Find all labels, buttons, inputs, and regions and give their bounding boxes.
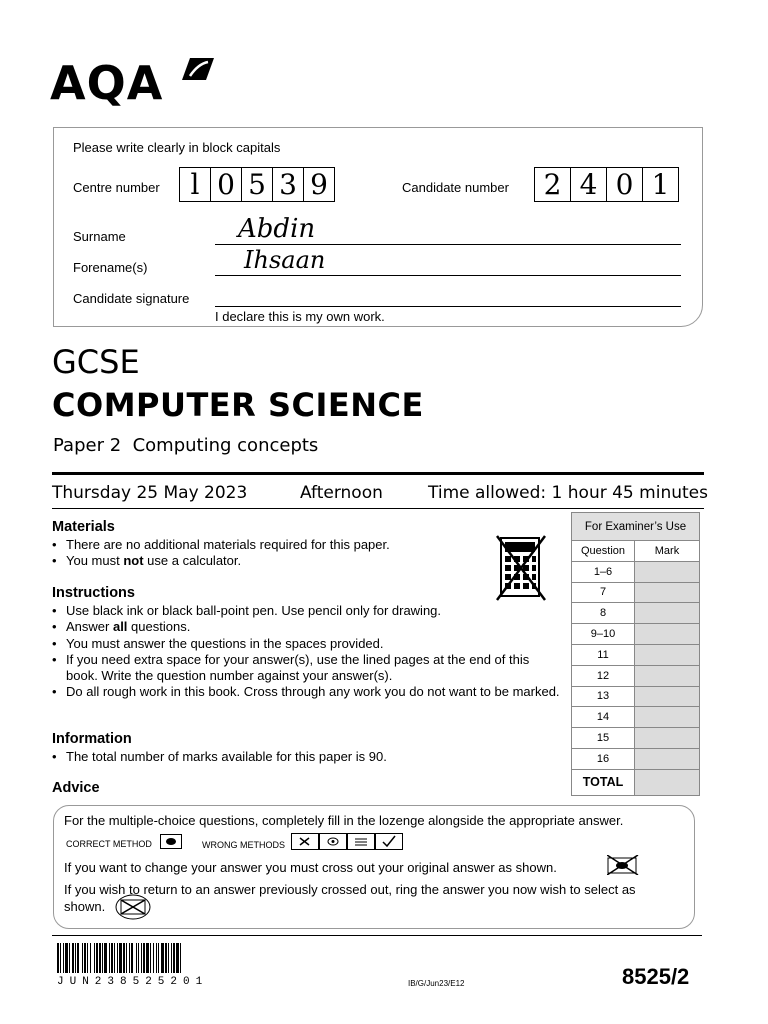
footer-rule — [52, 935, 702, 936]
total-mark-cell[interactable] — [635, 769, 700, 795]
paper-reference: IB/G/Jun23/E12 — [408, 979, 465, 988]
question-number: 11 — [572, 644, 635, 665]
forename-line[interactable] — [215, 275, 681, 276]
materials-list — [52, 537, 562, 570]
list-item: • If you need extra space for your answer(s), use the lined pages at the end of this book. Write the question number against your answer(s). — [52, 652, 562, 685]
centre-digit: 0 — [211, 167, 242, 202]
information-heading: Information — [52, 731, 132, 747]
question-number: 8 — [572, 603, 635, 624]
advice-line-3-end: shown. — [64, 899, 106, 914]
mark-cell[interactable] — [635, 728, 700, 749]
list-item: • You must answer the questions in the spaces provided. — [52, 636, 562, 652]
wrong-methods-label: WRONG METHODS — [202, 840, 285, 850]
subject-title: COMPUTER SCIENCE — [52, 386, 424, 424]
question-number: 14 — [572, 707, 635, 728]
signature-label: Candidate signature — [73, 291, 190, 306]
question-number: 12 — [572, 665, 635, 686]
centre-digit: 9 — [304, 167, 335, 202]
advice-line-1: For the multiple-choice questions, completely fill in the lozenge alongside the appropriate answer. — [64, 813, 624, 828]
list-item: • There are no additional materials required for this paper. — [52, 537, 562, 553]
barcode-icon — [57, 943, 297, 973]
mark-cell[interactable] — [635, 707, 700, 728]
surname-value: Abdin — [238, 214, 316, 244]
meta-rule — [52, 508, 704, 509]
ringed-lozenge-icon — [115, 894, 151, 920]
centre-number-field[interactable] — [179, 167, 335, 202]
materials-heading: Materials — [52, 519, 115, 535]
candidate-number-field[interactable] — [534, 167, 679, 202]
mark-cell[interactable] — [635, 624, 700, 645]
block-capitals-instruction: Please write clearly in block capitals — [73, 140, 281, 155]
signature-line[interactable] — [215, 306, 681, 307]
forename-label: Forename(s) — [73, 260, 148, 275]
question-number: 15 — [572, 728, 635, 749]
exam-session: Afternoon — [300, 483, 383, 503]
declaration-text: I declare this is my own work. — [215, 309, 385, 324]
question-number: 1–6 — [572, 561, 635, 582]
advice-line-2: If you want to change your answer you must cross out your original answer as shown. — [64, 860, 557, 875]
candidate-digit: 0 — [607, 167, 643, 202]
correct-method-label: CORRECT METHOD — [66, 839, 152, 849]
total-label: TOTAL — [572, 769, 635, 795]
aqa-leaf-icon — [180, 56, 216, 82]
surname-line[interactable] — [215, 244, 681, 245]
mark-column-header: Mark — [635, 541, 700, 562]
centre-digit: 3 — [273, 167, 304, 202]
candidate-digit: 4 — [571, 167, 607, 202]
candidate-digit: 1 — [643, 167, 679, 202]
information-list — [52, 749, 562, 765]
instructions-heading: Instructions — [52, 585, 135, 601]
centre-digit: l — [179, 167, 211, 202]
question-column-header: Question — [572, 541, 635, 562]
list-item: • The total number of marks available for this paper is 90. — [52, 749, 562, 765]
no-calculator-icon — [495, 534, 547, 602]
centre-digit: 5 — [242, 167, 273, 202]
wrong-lozenges-icon — [291, 833, 403, 850]
mark-cell[interactable] — [635, 748, 700, 769]
question-number: 9–10 — [572, 624, 635, 645]
examiner-use-table — [571, 512, 700, 796]
time-allowed: Time allowed: 1 hour 45 minutes — [428, 483, 708, 503]
list-item: • Do all rough work in this book. Cross through any work you do not want to be marked. — [52, 684, 562, 700]
mark-cell[interactable] — [635, 603, 700, 624]
crossed-lozenge-icon — [607, 855, 639, 875]
forename-value: Ihsaan — [244, 246, 326, 274]
advice-heading: Advice — [52, 780, 100, 796]
paper-code: 8525/2 — [622, 964, 690, 989]
mark-cell[interactable] — [635, 644, 700, 665]
question-number: 13 — [572, 686, 635, 707]
mark-cell[interactable] — [635, 665, 700, 686]
mark-cell[interactable] — [635, 686, 700, 707]
paper-title: Paper 2 Computing concepts — [53, 435, 319, 456]
title-rule — [52, 472, 704, 475]
filled-lozenge-icon — [160, 834, 182, 849]
mark-cell[interactable] — [635, 561, 700, 582]
aqa-logo: AQA — [50, 56, 164, 110]
list-item: • Use black ink or black ball-point pen. Use pencil only for drawing. — [52, 603, 562, 619]
candidate-number-label: Candidate number — [402, 180, 509, 195]
instructions-list — [52, 603, 562, 701]
candidate-digit: 2 — [534, 167, 571, 202]
question-number: 16 — [572, 748, 635, 769]
question-number: 7 — [572, 582, 635, 603]
list-item: • You must not use a calculator. — [52, 553, 562, 569]
examiner-table-title: For Examiner’s Use — [572, 513, 700, 541]
mark-cell[interactable] — [635, 582, 700, 603]
exam-date: Thursday 25 May 2023 — [52, 483, 248, 503]
barcode-text: JUN238525201 — [57, 976, 209, 988]
qualification-level: GCSE — [52, 343, 140, 381]
list-item: • Answer all questions. — [52, 619, 562, 635]
surname-label: Surname — [73, 229, 126, 244]
centre-number-label: Centre number — [73, 180, 160, 195]
advice-line-3: If you wish to return to an answer previously crossed out, ring the answer you now wish to select as — [64, 882, 636, 897]
